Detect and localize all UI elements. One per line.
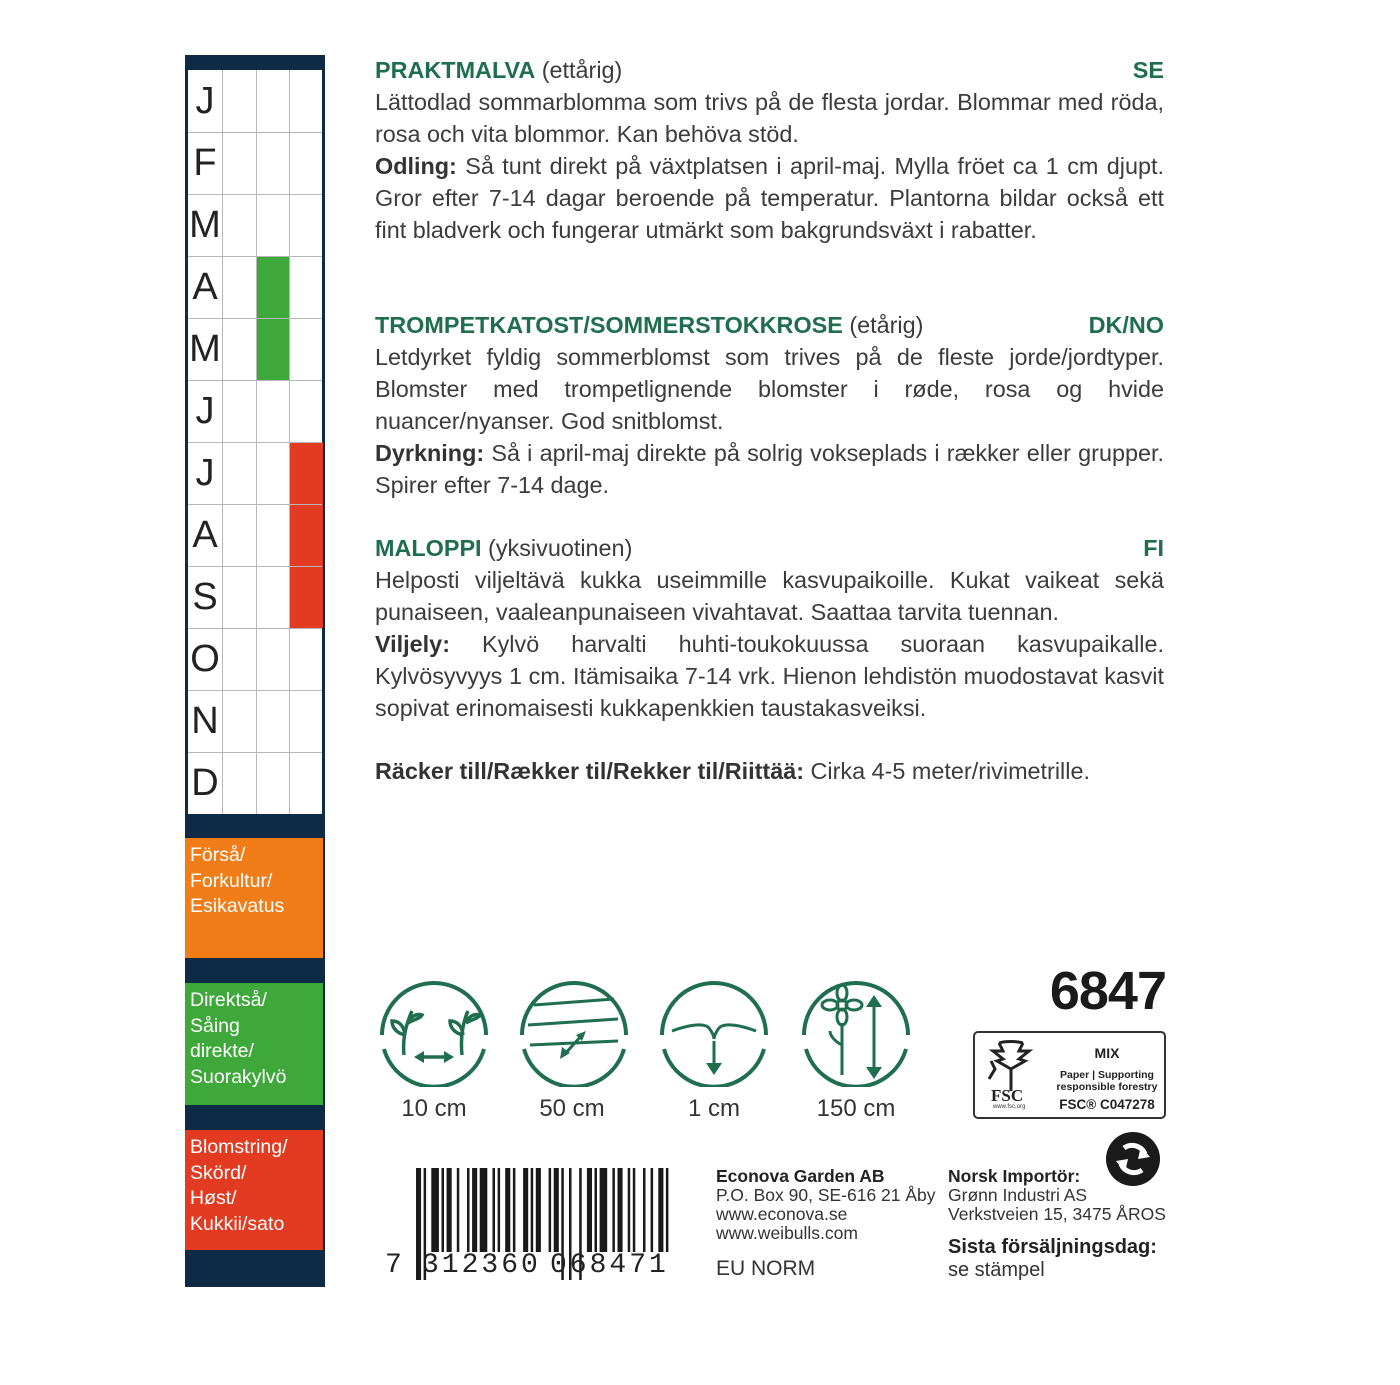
bloom-cell: [289, 566, 323, 628]
month-row: [188, 380, 322, 442]
month-letter: D: [191, 762, 219, 804]
grid-divider: [188, 318, 322, 319]
month-letter: M: [189, 328, 221, 370]
plant-type: (yksivuotinen): [481, 535, 633, 561]
barcode-bar: [595, 1168, 598, 1252]
legend-indoor-sowing: [185, 838, 323, 958]
barcode-bar: [457, 1168, 460, 1252]
growing-instructions: [375, 437, 1164, 501]
instructions-label: Viljely:: [375, 631, 450, 657]
growing-instructions: [375, 150, 1164, 246]
grid-divider: [188, 132, 322, 133]
fsc-logo-text: FSC: [991, 1086, 1024, 1105]
country-code: FI: [1143, 535, 1164, 561]
month-row: [188, 628, 322, 690]
barcode-left-digits: 312360: [422, 1250, 541, 1281]
bloom-cell: [289, 504, 323, 566]
month-grid: [188, 70, 322, 814]
grid-divider: [188, 690, 322, 691]
barcode-bar: [480, 1168, 488, 1252]
month-row: [188, 504, 322, 566]
article-number: 6847: [1049, 961, 1166, 1021]
month-row: [188, 194, 322, 256]
month-letter: M: [189, 204, 221, 246]
section-header: [375, 309, 1164, 341]
instructions-text: Kylvö harvalti huhti-toukokuussa suoraan kasvupaikalle. Kylvösyvyys 1 cm. Itämisaika 7-14 vrk. Hienon lehdistön muodostavat kasvit sopivat erinomaisesti kukkapenkkien taustakasveiksi.: [375, 631, 1164, 721]
plant-name: PRAKTMALVA: [375, 57, 536, 83]
legend-label: Såing: [190, 1014, 240, 1037]
company-address: P.O. Box 90, SE-616 21 Åby: [716, 1185, 936, 1205]
direct-sowing-cell: [256, 318, 290, 380]
section-fi: [375, 532, 1164, 724]
barcode-bar: [498, 1168, 501, 1252]
importer-label: Norsk Importör:: [948, 1166, 1081, 1186]
instructions-text: Så tunt direkt på växtplatsen i april-maj. Mylla fröet ca 1 cm djupt. Gror efter 7-14 dagar beroende på temperatur. Plantorna bildar också ett fint bladverk och fungerar utmärkt som bakgrundsväxt i rabatter.: [375, 153, 1164, 243]
legend-bloom-harvest: [185, 1130, 323, 1250]
sowing-depth-value: 1 cm: [687, 1095, 740, 1122]
eu-norm: EU NORM: [716, 1257, 816, 1280]
grid-divider: [188, 380, 322, 381]
row-spacing-icon: [518, 975, 630, 1087]
barcode-bar: [628, 1168, 631, 1252]
legend-label: Direktså/: [190, 989, 267, 1011]
coverage: [375, 755, 1164, 787]
fsc-paper: Paper | Supporting: [1060, 1069, 1154, 1081]
company-name: Econova Garden AB: [716, 1166, 885, 1186]
legend-label: Skörd/: [190, 1161, 247, 1184]
month-row: [188, 690, 322, 752]
section-se: [375, 54, 1164, 246]
growing-instructions: [375, 628, 1164, 724]
month-letter: A: [192, 514, 218, 556]
plant-name: TROMPETKATOST/SOMMERSTOKKROSE: [375, 312, 843, 338]
barcode-bar: [442, 1168, 445, 1252]
fsc-responsible: responsible forestry: [1056, 1081, 1158, 1093]
instructions-text: Så i april-maj direkte på solrig vokseplads i rækker eller grupper. Spirer efter 7-14 dage.: [375, 440, 1164, 498]
sales-date: [948, 1236, 1157, 1282]
barcode-bar: [554, 1168, 559, 1252]
barcode-bar: [523, 1168, 528, 1252]
plant-name: MALOPPI: [375, 535, 482, 561]
grid-divider: [188, 194, 322, 195]
instructions-label: Odling:: [375, 153, 457, 179]
grid-divider: [188, 504, 322, 505]
barcode-bar: [658, 1168, 663, 1252]
plant-spacing-value: 10 cm: [401, 1095, 467, 1122]
fsc-mix: MIX: [1094, 1045, 1120, 1061]
month-letter: S: [192, 576, 218, 618]
sales-date-label: Sista försäljningsdag:: [948, 1236, 1157, 1258]
barcode-bar: [549, 1168, 552, 1252]
sowing-depth-icon: [658, 975, 770, 1087]
instructions-label: Dyrkning:: [375, 440, 485, 466]
grid-divider: [188, 442, 322, 443]
sales-date-value: se stämpel: [948, 1259, 1045, 1281]
barcode-bar: [493, 1168, 496, 1252]
barcode-bar: [618, 1168, 623, 1252]
direct-sowing-cell: [256, 256, 290, 318]
month-letter: A: [192, 266, 218, 308]
company-web2: www.weibulls.com: [716, 1223, 858, 1243]
description: Helposti viljeltävä kukka useimmille kasvupaikoille. Kukat vaikeat sekä punaiseen, vaaleanpunaiseen vivahtavat. Saattaa tarvita tuennan.: [375, 567, 1164, 625]
legend-label: Esikavatus: [190, 895, 285, 917]
barcode-bar: [431, 1168, 439, 1252]
country-code: SE: [1132, 57, 1164, 83]
month-letter: J: [195, 452, 215, 494]
grid-divider: [188, 566, 322, 567]
section-header: [375, 532, 1164, 564]
description: Lättodlad sommarblomma som trivs på de flesta jordar. Blommar med röda, rosa och vita blommor. Kan behöva stöd.: [375, 89, 1164, 147]
barcode-bar: [643, 1168, 646, 1252]
coverage-label: Räcker till/Rækker til/Rekker til/Riittää:: [375, 758, 805, 784]
grid-divider: [188, 628, 322, 629]
fsc-url: www.fsc.org: [993, 1104, 1026, 1110]
barcode-bar: [531, 1168, 534, 1252]
month-letter: N: [191, 700, 219, 742]
legend-label: Forkultur/: [190, 869, 273, 892]
legend-label: Høst/: [190, 1187, 237, 1209]
coverage-value: Cirka 4-5 meter/rivimetrille.: [804, 758, 1090, 784]
section-dk-no: [375, 309, 1164, 501]
legend-label: Förså/: [190, 844, 246, 866]
company-web1: www.econova.se: [716, 1204, 848, 1224]
barcode-bar: [666, 1168, 669, 1252]
month-row: [188, 256, 322, 318]
importer-name: Grønn Industri AS: [948, 1185, 1088, 1205]
month-letter: O: [190, 638, 220, 680]
month-row: [188, 566, 322, 628]
legend-label: Blomstring/: [190, 1136, 288, 1158]
grid-divider: [188, 752, 322, 753]
barcode-bar: [633, 1168, 636, 1252]
month-letter: F: [193, 142, 217, 184]
fsc-code: FSC® C047278: [1059, 1097, 1155, 1112]
legend-label: direkte/: [190, 1040, 254, 1062]
barcode-bar: [513, 1168, 516, 1252]
barcode-bar: [505, 1168, 510, 1252]
barcode-bar: [600, 1168, 608, 1252]
plant-type: (ettårig): [535, 57, 623, 83]
company-info: [716, 1167, 936, 1243]
month-row: [188, 442, 322, 504]
fsc-label: [973, 1031, 1166, 1119]
barcode-bar: [587, 1168, 592, 1252]
month-row: [188, 132, 322, 194]
barcode-bar: [447, 1168, 452, 1252]
plant-spacing-icon: [378, 975, 490, 1087]
country-code: DK/NO: [1088, 312, 1164, 338]
importer-address: Verkstveien 15, 3475 ÅROS: [948, 1204, 1166, 1224]
grid-divider: [188, 256, 322, 257]
legend-direct-sowing: [185, 983, 323, 1105]
month-letter: J: [195, 390, 215, 432]
barcode-right-digits: 068471: [550, 1250, 669, 1281]
section-header: [375, 54, 1164, 86]
legend-label: Suorakylvö: [190, 1065, 287, 1088]
description: Letdyrket fyldig sommerblomst som trives på de fleste jorde/jordtyper. Blomster med trompetlignende blomster i røde, rosa og hvide nuancer/nyanser. God snitblomst.: [375, 344, 1164, 434]
barcode-bar: [472, 1168, 477, 1252]
month-row: [188, 752, 322, 814]
importer-info: [948, 1167, 1166, 1224]
barcode-bar: [651, 1168, 654, 1252]
month-row: [188, 70, 322, 132]
barcode-bar: [612, 1168, 615, 1252]
month-letter: J: [195, 80, 215, 122]
plant-height-value: 150 cm: [816, 1095, 896, 1122]
barcode-first-digit: 7: [385, 1250, 402, 1281]
legend-label: Kukkii/sato: [190, 1212, 285, 1235]
month-row: [188, 318, 322, 380]
barcode-bar: [536, 1168, 541, 1252]
bloom-cell: [289, 442, 323, 504]
barcode-bar: [416, 1168, 421, 1280]
plant-type: (etårig): [842, 312, 924, 338]
row-spacing-value: 50 cm: [539, 1095, 605, 1122]
plant-height-icon: [800, 975, 912, 1087]
barcode-bar: [467, 1168, 470, 1252]
